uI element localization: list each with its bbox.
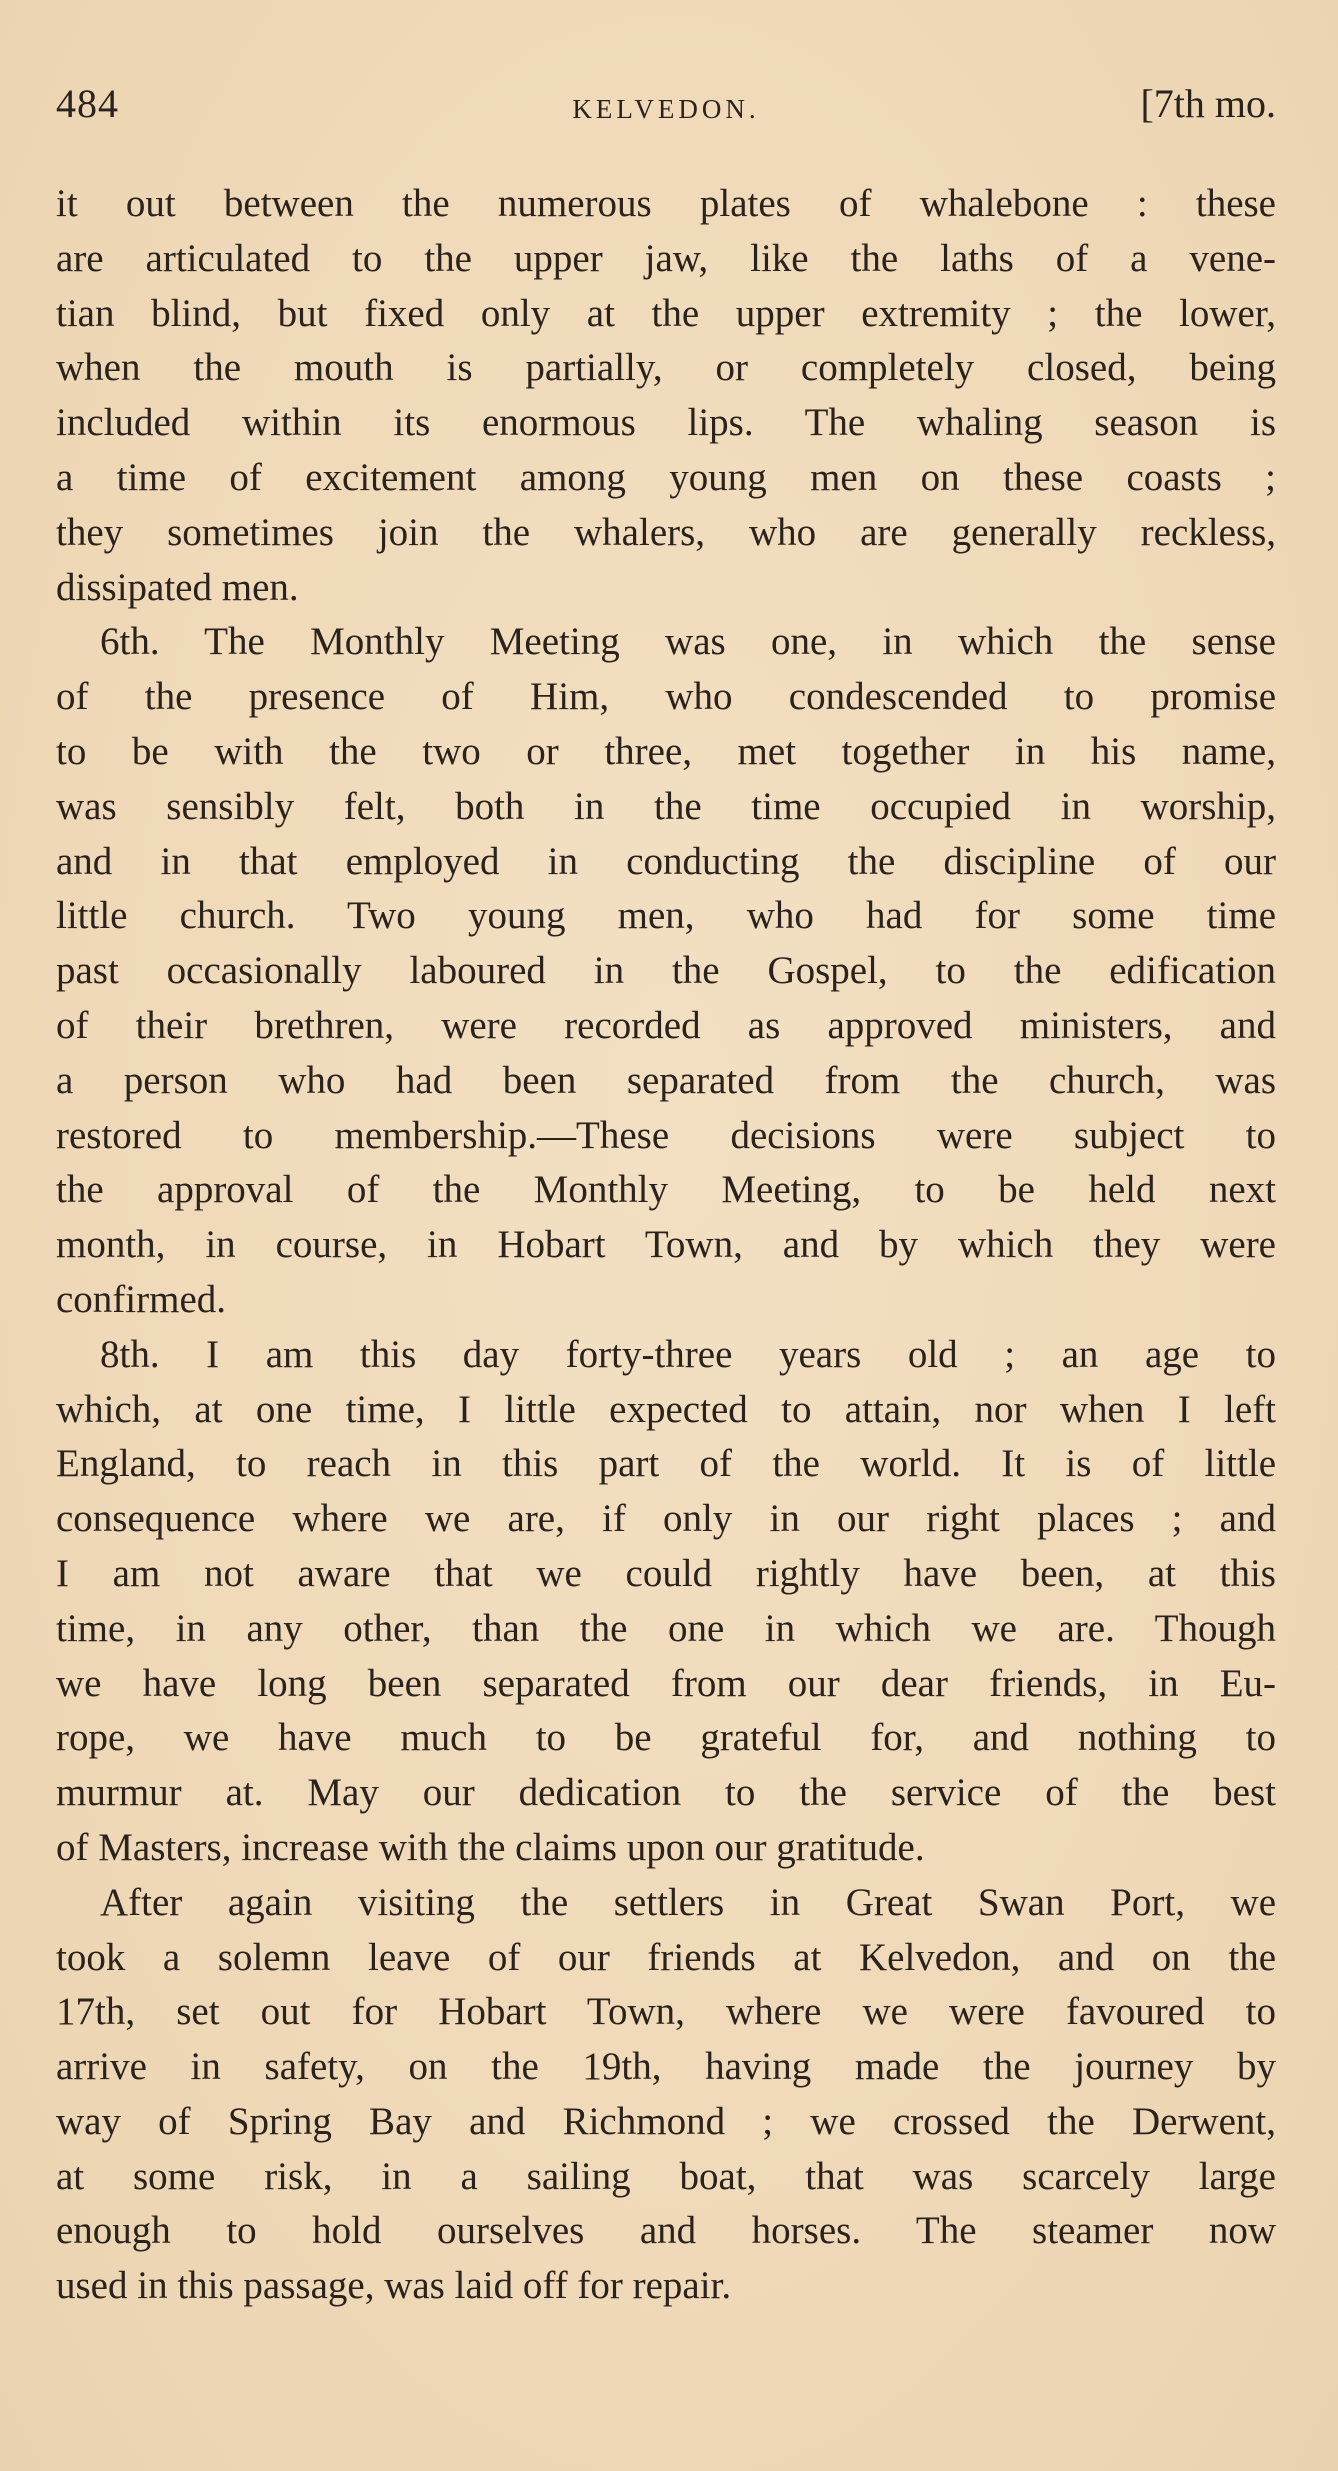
text-line: restored to membership.—These decisions were subject to <box>56 1113 1276 1157</box>
text-line: 17th, set out for Hobart Town, where we were favoured to <box>56 1990 1276 2034</box>
text-line: consequence where we are, if only in our right places ; and <box>56 1497 1276 1541</box>
paragraph-after-again <box>56 1876 1276 2314</box>
text-line: past occasionally laboured in the Gospel, to the edification <box>56 949 1276 993</box>
date-marker: [7th mo. <box>1140 81 1276 126</box>
text-line: arrive in safety, on the 19th, having made the journey by <box>56 2045 1276 2089</box>
text-line: tian blind, but fixed only at the upper extremity ; the lower, <box>56 291 1276 335</box>
text-line: of Masters, increase with the claims upon our gratitude. <box>56 1825 925 1869</box>
running-title: KELVEDON. <box>572 94 760 124</box>
text-line: of the presence of Him, who condescended to promise <box>56 675 1276 719</box>
text-line: included within its enormous lips. The whaling season is <box>56 401 1276 445</box>
text-line: when the mouth is partially, or completely closed, being <box>56 346 1276 390</box>
text-line: used in this passage, was laid off for repair. <box>56 2264 732 2308</box>
text-line: After again visiting the settlers in Great Swan Port, we <box>100 1880 1276 1924</box>
text-line: of their brethren, were recorded as approved ministers, and <box>56 1003 1276 1047</box>
text-line: a person who had been separated from the church, was <box>56 1058 1276 1102</box>
text-line: England, to reach in this part of the world. It is of little <box>56 1442 1276 1486</box>
text-line: 8th. I am this day forty-three years old ; an age to <box>100 1332 1276 1376</box>
text-line: a time of excitement among young men on these coasts ; <box>56 455 1276 499</box>
paragraph-whalebone <box>56 177 1276 615</box>
page-number: 484 <box>56 81 119 126</box>
text-line: 6th. The Monthly Meeting was one, in which the sense <box>100 620 1276 664</box>
text-line: month, in course, in Hobart Town, and by which they were <box>56 1223 1276 1267</box>
text-line: are articulated to the upper jaw, like the laths of a vene- <box>56 236 1276 280</box>
text-line: which, at one time, I little expected to attain, nor when I left <box>56 1387 1276 1431</box>
text-line: it out between the numerous plates of whalebone : these <box>56 182 1276 225</box>
text-line: I am not aware that we could rightly have been, at this <box>56 1551 1276 1595</box>
text-line: confirmed. <box>56 1277 227 1321</box>
text-line: the approval of the Monthly Meeting, to be held next <box>56 1168 1276 1212</box>
text-line: little church. Two young men, who had for some time <box>56 894 1276 938</box>
text-line: dissipated men. <box>56 565 299 609</box>
text-line: enough to hold ourselves and horses. The steamer now <box>56 2209 1276 2253</box>
paragraph-8th <box>56 1328 1276 1876</box>
text-line: at some risk, in a sailing boat, that was scarcely large <box>56 2154 1276 2198</box>
running-header <box>56 72 1276 142</box>
text-line: they sometimes join the whalers, who are generally reckless, <box>56 510 1276 554</box>
text-line: and in that employed in conducting the discipline of our <box>56 839 1276 883</box>
text-line: murmur at. May our dedication to the service of the best <box>56 1771 1276 1815</box>
paragraph-6th <box>56 615 1276 1327</box>
text-line: took a solemn leave of our friends at Kelvedon, and on the <box>56 1935 1276 1979</box>
text-line: way of Spring Bay and Richmond ; we crossed the Derwent, <box>56 2099 1276 2143</box>
text-line: to be with the two or three, met together in his name, <box>56 729 1276 773</box>
text-line: was sensibly felt, both in the time occupied in worship, <box>56 784 1276 828</box>
text-line: we have long been separated from our dear friends, in Eu- <box>56 1661 1276 1705</box>
text-line: rope, we have much to be grateful for, and nothing to <box>56 1716 1276 1760</box>
text-line: time, in any other, than the one in which we are. Though <box>56 1606 1276 1650</box>
body-text <box>56 177 1276 2314</box>
